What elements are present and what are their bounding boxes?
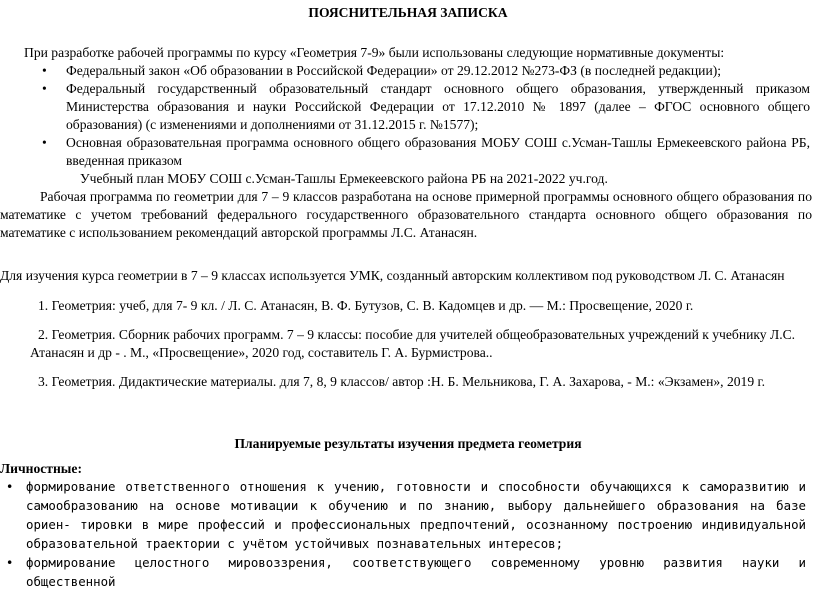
reference-item-2-line2: Атанасян и др - . М., «Просвещение», 2020 год, составитель Г. А. Бурмистрова.. — [30, 345, 493, 360]
list-item-text: формирование целостного мировоззрения, соответствующего современному уровню развития науки и общественной — [26, 555, 806, 589]
reference-item-2 — [0, 326, 812, 362]
intro-paragraph: При разработке рабочей программы по курсу «Геометрия 7-9» были использованы следующие нормативные документы: — [24, 45, 725, 60]
bullet-icon: • — [6, 555, 14, 570]
bullet-icon: • — [42, 135, 47, 150]
list-item — [0, 553, 816, 591]
list-item — [0, 477, 816, 553]
list-item-continuation — [0, 170, 816, 188]
bullet-icon: • — [42, 63, 47, 78]
list-item — [0, 80, 816, 134]
list-item — [0, 62, 816, 80]
list-item-text: Учебный план МОБУ СОШ с.Усман-Ташлы Ермекеевского района РБ на 2021-2022 уч.год. — [80, 171, 608, 186]
umk-paragraph: Для изучения курса геометрии в 7 – 9 классах используется УМК, созданный авторским коллективом под руководством Л. С. Атанасян — [0, 268, 785, 283]
reference-item-2-line1: 2. Геометрия. Сборник рабочих программ. 7 – 9 классы: пособие для учителей общеобразовательных учреждений к учебнику Л.С. — [38, 327, 796, 342]
personal-results-heading: Личностные: — [0, 461, 82, 476]
list-item-text: Основная образовательная программа основного общего образования МОБУ СОШ с.Усман-Ташлы Ермекеевского района РБ, введенная приказом — [66, 135, 810, 168]
bullet-icon: • — [6, 479, 14, 494]
personal-results-list — [0, 477, 816, 591]
reference-item-3: 3. Геометрия. Дидактические материалы. для 7, 8, 9 классов/ автор :Н. Б. Мельникова, Г. А. Захарова, - М.: «Экзамен», 2019 г. — [38, 374, 765, 389]
list-item-text: Федеральный государственный образовательный стандарт основного общего образования, утвержденный приказом Министерства образования и науки Российской Федерации от 17.12.2010 № 1897 (далее – ФГОС основного общего образования) (с изменениями и дополнениями от 31.12.2015 г. №1577); — [66, 81, 810, 132]
list-item-text: Федеральный закон «Об образовании в Российской Федерации» от 29.12.2012 №273-ФЗ (в последней редакции); — [66, 63, 722, 78]
bullet-icon: • — [42, 81, 47, 96]
program-paragraph: Рабочая программа по геометрии для 7 – 9 классов разработана на основе примерной программы основного общего образования по математике с учетом требований федерального государственного образовательного стандарта основного общего образования по математике с использованием рекомендаций авторской программы Л.С. Атанасян. — [0, 189, 812, 240]
document-title: ПОЯСНИТЕЛЬНАЯ ЗАПИСКА — [308, 5, 508, 20]
list-item-text: формирование ответственного отношения к учению, готовности и способности обучающихся к саморазвитию и самообразованию на основе мотивации к обучению и по знанию, выбору дальнейшего образования на базе ориен- тировки в мире профессий и профессиональных предпочтений, осознанному построению индивидуальной образовательной траектории с учётом устойчивых познавательных интересов; — [26, 479, 806, 551]
normative-documents-list — [0, 62, 816, 188]
list-item — [0, 134, 816, 170]
section-heading: Планируемые результаты изучения предмета геометрия — [234, 436, 582, 451]
reference-item-1: 1. Геометрия: учеб, для 7- 9 кл. / Л. С. Атанасян, В. Ф. Бутузов, С. В. Кадомцев и др. — М.: Просвещение, 2020 г. — [38, 298, 694, 313]
